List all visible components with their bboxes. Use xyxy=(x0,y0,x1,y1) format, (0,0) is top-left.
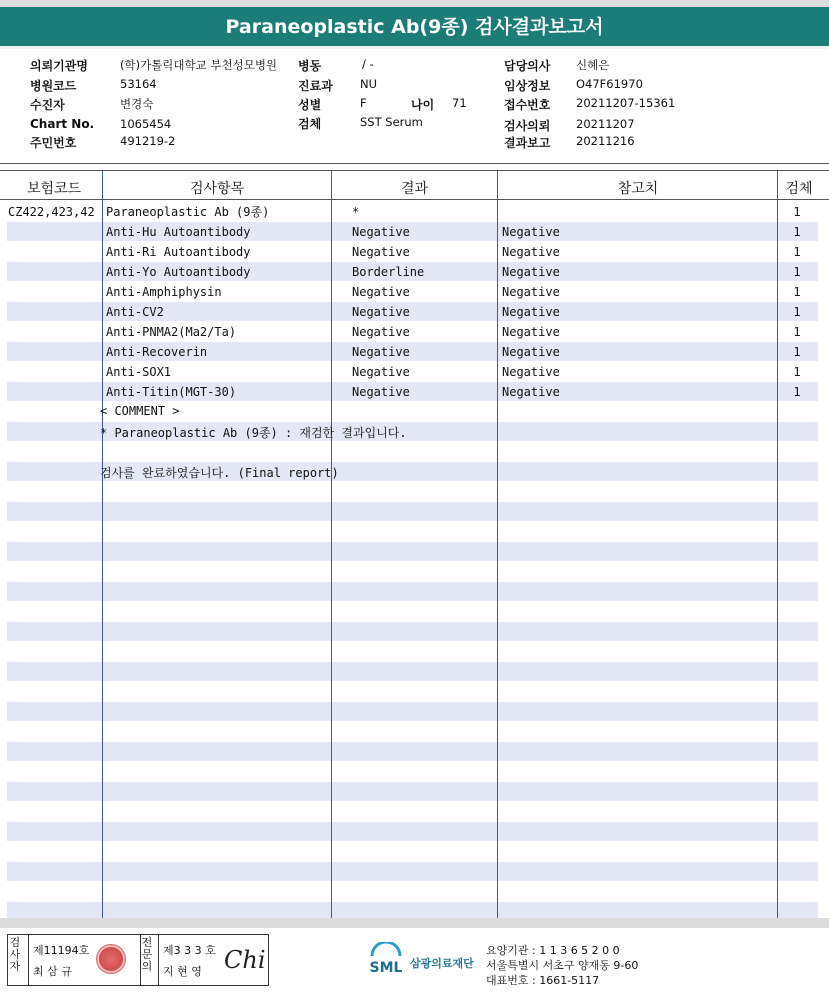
reference-cell: Negative xyxy=(502,345,560,359)
specimen-count-cell: 1 xyxy=(793,225,801,239)
report-title: Paraneoplastic Ab(9종) 검사결과보고서 xyxy=(0,7,829,49)
result-cell: Negative xyxy=(352,285,410,299)
test-item-cell: Anti-Amphiphysin xyxy=(106,285,222,299)
table-row xyxy=(0,362,829,382)
test-item-cell: Anti-Yo Autoantibody xyxy=(106,265,251,279)
reference-cell: Negative xyxy=(502,325,560,339)
test-item-cell: Anti-Hu Autoantibody xyxy=(106,225,251,239)
patient-value: 변경숙 xyxy=(120,97,154,111)
result-cell: * xyxy=(352,205,360,219)
examiner-name: 최 삼 규 xyxy=(33,965,72,978)
specimen-label: 검체 xyxy=(298,117,322,131)
result-cell: Negative xyxy=(352,345,410,359)
specimen-count-cell: 1 xyxy=(793,205,801,219)
result-cell: Negative xyxy=(352,385,410,399)
top-bar xyxy=(0,0,829,7)
ward-label: 병동 xyxy=(298,59,322,73)
request-date-label: 검사의뢰 xyxy=(504,119,551,133)
specimen-count-cell: 1 xyxy=(793,285,801,299)
receipt-no-label: 접수번호 xyxy=(504,98,551,112)
comment-text: * Paraneoplastic Ab (9종) : 재검한 결과입니다. xyxy=(100,426,407,440)
institution-value: (학)가톨릭대학교 부천성모병원 xyxy=(120,58,278,72)
specimen-count-cell: 1 xyxy=(793,325,801,339)
chart-no-value: 1065454 xyxy=(120,117,172,131)
column-header-reference: 참고치 xyxy=(617,181,659,197)
test-item-cell: Anti-Titin(MGT-30) xyxy=(106,385,237,399)
logo-abbr: SML xyxy=(369,960,403,976)
table-row xyxy=(0,322,829,342)
table-row xyxy=(0,242,829,262)
examiner-label: 검사자 xyxy=(9,936,21,973)
age-label: 나이 xyxy=(411,98,435,112)
table-header-divider xyxy=(0,199,829,200)
test-item-cell: Anti-Ri Autoantibody xyxy=(106,245,251,259)
table-row xyxy=(0,302,829,322)
report-date-label: 결과보고 xyxy=(504,136,551,150)
doctor-label: 담당의사 xyxy=(504,59,551,73)
table-row xyxy=(0,262,829,282)
final-report-text: 검사를 완료하였습니다. (Final report) xyxy=(100,466,339,480)
ward-value: / - xyxy=(362,57,374,71)
table-row xyxy=(0,282,829,302)
specimen-count-cell: 1 xyxy=(793,385,801,399)
result-cell: Negative xyxy=(352,225,410,239)
reference-cell: Negative xyxy=(502,245,560,259)
specimen-count-cell: 1 xyxy=(793,345,801,359)
test-item-cell: Anti-CV2 xyxy=(106,305,164,319)
foundation-name: 삼광의료재단 xyxy=(410,957,474,970)
result-cell: Negative xyxy=(352,325,410,339)
result-cell: Negative xyxy=(352,245,410,259)
footer-divider xyxy=(0,918,829,928)
column-header-result: 결과 xyxy=(400,181,429,197)
test-item-cell: Paraneoplastic Ab (9종) xyxy=(106,205,270,219)
official-seal-icon xyxy=(96,944,126,974)
table-top-divider xyxy=(0,170,829,171)
insurance-code-cell: CZ422,423,42 xyxy=(8,205,95,219)
result-cell: Negative xyxy=(352,365,410,379)
test-item-cell: Anti-Recoverin xyxy=(106,345,208,359)
specimen-count-cell: 1 xyxy=(793,245,801,259)
department-value: NU xyxy=(360,77,378,91)
receipt-no-value: 20211207-15361 xyxy=(576,96,676,110)
reference-cell: Negative xyxy=(502,225,560,239)
specialist-name: 지 현 영 xyxy=(163,965,202,978)
test-item-cell: Anti-SOX1 xyxy=(106,365,172,379)
department-label: 진료과 xyxy=(298,79,333,93)
specialist-license: 제3 3 3 호 xyxy=(163,944,216,957)
reference-cell: Negative xyxy=(502,265,560,279)
examiner-license: 제11194호 xyxy=(33,944,90,957)
report-date-value: 20211216 xyxy=(576,134,635,148)
clinical-info-value: O47F61970 xyxy=(576,77,643,91)
specimen-count-cell: 1 xyxy=(793,305,801,319)
specimen-count-cell: 1 xyxy=(793,265,801,279)
reference-cell: Negative xyxy=(502,365,560,379)
request-date-value: 20211207 xyxy=(576,117,635,131)
resident-no-value: 491219-2 xyxy=(120,134,176,148)
table-row xyxy=(0,202,829,222)
column-header-item: 검사항목 xyxy=(189,181,245,197)
result-cell: Negative xyxy=(352,305,410,319)
specimen-count-cell: 1 xyxy=(793,365,801,379)
institution-code: 요양기관 : 1 1 3 6 5 2 0 0 xyxy=(486,944,620,957)
institution-address: 서울특별시 서초구 양재동 9-60 xyxy=(486,959,639,972)
institution-phone: 대표번호 : 1661-5117 xyxy=(486,974,600,987)
resident-no-label: 주민번호 xyxy=(30,136,77,150)
result-cell: Borderline xyxy=(352,265,425,279)
table-row xyxy=(0,382,829,402)
patient-label: 수진자 xyxy=(30,98,65,112)
specimen-value: SST Serum xyxy=(360,115,423,129)
doctor-value: 신혜은 xyxy=(576,58,610,72)
header-divider xyxy=(0,163,829,164)
test-item-cell: Anti-PNMA2(Ma2/Ta) xyxy=(106,325,237,339)
column-header-specimen-count: 검체 xyxy=(785,181,813,197)
age-value: 71 xyxy=(452,96,467,110)
signature: Chi xyxy=(224,946,266,974)
specialist-label: 전문의 xyxy=(141,936,153,973)
reference-cell: Negative xyxy=(502,385,560,399)
hospital-code-label: 병원코드 xyxy=(30,79,77,93)
reference-cell: Negative xyxy=(502,285,560,299)
table-row xyxy=(0,342,829,362)
sex-label: 성별 xyxy=(298,98,322,112)
sex-value: F xyxy=(360,96,367,110)
clinical-info-label: 임상정보 xyxy=(504,79,551,93)
table-row xyxy=(0,222,829,242)
institution-label: 의뢰기관명 xyxy=(30,59,88,73)
reference-cell: Negative xyxy=(502,305,560,319)
sml-logo-icon xyxy=(366,942,406,978)
column-header-code: 보험코드 xyxy=(26,181,82,197)
hospital-code-value: 53164 xyxy=(120,77,157,91)
chart-no-label: Chart No. xyxy=(30,117,95,131)
comment-header: < COMMENT > xyxy=(100,404,180,418)
